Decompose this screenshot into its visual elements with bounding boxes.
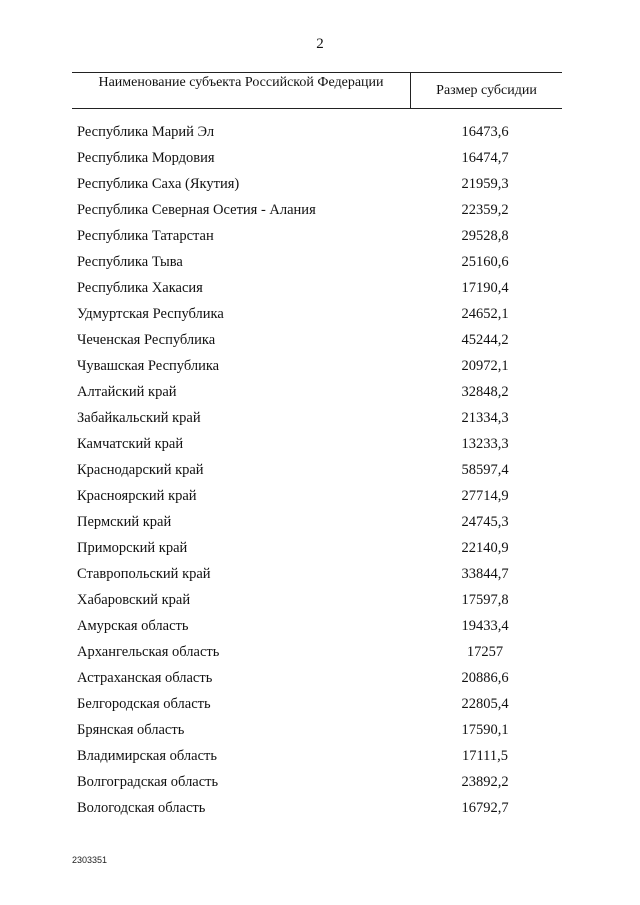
subsidy-amount: 22140,9	[461, 540, 509, 556]
subsidy-amount: 22805,4	[461, 696, 509, 712]
subsidy-amount: 33844,7	[461, 566, 509, 582]
subsidy-amount: 29528,8	[461, 228, 509, 244]
subsidy-amount: 17190,4	[461, 280, 509, 296]
subsidy-amount: 16473,6	[461, 124, 509, 140]
subsidy-amount: 45244,2	[461, 332, 509, 348]
subsidy-amount: 32848,2	[461, 384, 509, 400]
column-header-subsidy-label: Размер субсидии	[436, 83, 537, 98]
table-row	[0, 641, 640, 667]
region-name: Астраханская область	[77, 670, 213, 686]
table-row	[0, 147, 640, 173]
table-top-rule	[72, 72, 562, 73]
table-row	[0, 355, 640, 381]
region-name: Чувашская Республика	[77, 358, 220, 374]
region-name: Республика Тыва	[77, 254, 183, 270]
subsidy-amount: 25160,6	[461, 254, 509, 270]
table-row	[0, 537, 640, 563]
subsidy-table-body	[0, 121, 640, 823]
subsidy-amount: 24745,3	[461, 514, 509, 530]
region-name: Алтайский край	[77, 384, 177, 400]
table-row	[0, 251, 640, 277]
region-name: Владимирская область	[77, 748, 217, 764]
subsidy-amount: 17257	[466, 644, 504, 660]
table-row	[0, 693, 640, 719]
subsidy-amount: 20972,1	[461, 358, 509, 374]
region-name: Красноярский край	[77, 488, 197, 504]
region-name: Хабаровский край	[77, 592, 191, 608]
region-name: Вологодская область	[77, 800, 206, 816]
subsidy-amount: 13233,3	[461, 436, 509, 452]
table-row	[0, 563, 640, 589]
subsidy-amount: 58597,4	[461, 462, 509, 478]
table-row	[0, 615, 640, 641]
table-row	[0, 277, 640, 303]
table-row	[0, 173, 640, 199]
table-header-bottom-rule	[72, 108, 562, 109]
subsidy-amount: 17590,1	[461, 722, 509, 738]
subsidy-amount: 23892,2	[461, 774, 509, 790]
table-row	[0, 407, 640, 433]
table-row	[0, 199, 640, 225]
region-name: Краснодарский край	[77, 462, 204, 478]
region-name: Республика Хакасия	[77, 280, 203, 296]
subsidy-amount: 19433,4	[461, 618, 509, 634]
region-name: Камчатский край	[77, 436, 184, 452]
subsidy-amount: 16792,7	[461, 800, 509, 816]
region-name: Волгоградская область	[77, 774, 219, 790]
subsidy-amount: 17111,5	[461, 748, 509, 764]
subsidy-amount: 24652,1	[461, 306, 509, 322]
region-name: Республика Саха (Якутия)	[77, 176, 240, 192]
table-row	[0, 797, 640, 823]
region-name: Республика Марий Эл	[77, 124, 215, 140]
subsidy-amount: 22359,2	[461, 202, 509, 218]
subsidy-amount: 27714,9	[461, 488, 509, 504]
table-row	[0, 745, 640, 771]
region-name: Ставропольский край	[77, 566, 211, 582]
region-name: Чеченская Республика	[77, 332, 216, 348]
table-row	[0, 771, 640, 797]
subsidy-amount: 17597,8	[461, 592, 509, 608]
region-name: Амурская область	[77, 618, 189, 634]
table-row	[0, 329, 640, 355]
subsidy-amount: 21959,3	[461, 176, 509, 192]
region-name: Забайкальский край	[77, 410, 201, 426]
table-row	[0, 303, 640, 329]
region-name: Удмуртская Республика	[77, 306, 224, 322]
subsidy-amount: 16474,7	[461, 150, 509, 166]
document-code: 2303351	[72, 855, 108, 865]
table-row	[0, 225, 640, 251]
table-row	[0, 459, 640, 485]
table-row	[0, 433, 640, 459]
region-name: Брянская область	[77, 722, 185, 738]
table-row	[0, 485, 640, 511]
region-name: Белгородская область	[77, 696, 211, 712]
region-name: Республика Татарстан	[77, 228, 214, 244]
column-header-region-label: Наименование субъекта Российской Федерации	[98, 75, 384, 90]
region-name: Республика Северная Осетия - Алания	[77, 202, 316, 218]
table-row	[0, 381, 640, 407]
column-header-subsidy	[411, 83, 562, 99]
region-name: Архангельская область	[77, 644, 220, 660]
table-row	[0, 719, 640, 745]
page-number: 2	[316, 36, 324, 52]
region-name: Пермский край	[77, 514, 172, 530]
subsidy-amount: 21334,3	[461, 410, 509, 426]
table-row	[0, 121, 640, 147]
subsidy-amount: 20886,6	[461, 670, 509, 686]
table-row	[0, 667, 640, 693]
table-row	[0, 511, 640, 537]
table-row	[0, 589, 640, 615]
column-header-region	[72, 75, 410, 91]
region-name: Приморский край	[77, 540, 188, 556]
region-name: Республика Мордовия	[77, 150, 215, 166]
